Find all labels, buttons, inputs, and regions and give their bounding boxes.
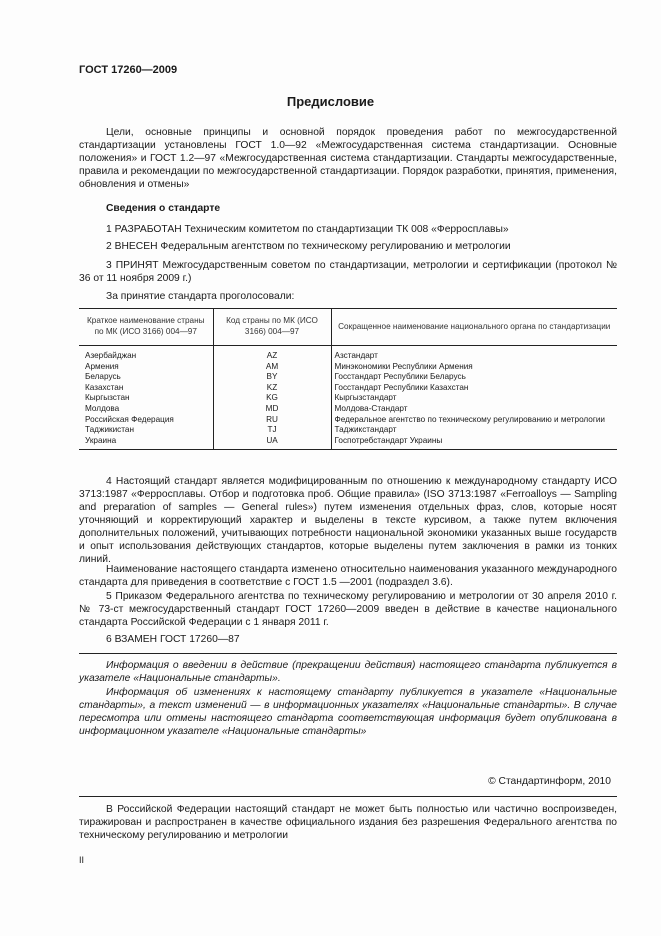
top-divider xyxy=(79,653,617,654)
body-cell: Федеральное агентство по техническому регулированию и метрологии xyxy=(331,415,617,426)
table-row xyxy=(79,383,617,394)
country-cell: Армения xyxy=(85,361,119,371)
table-row xyxy=(79,393,617,404)
table-row xyxy=(79,362,617,373)
country-cell: Российская Федерация xyxy=(85,414,174,424)
body-cell: Госпотребстандарт Украины xyxy=(331,436,617,450)
table-row xyxy=(79,404,617,415)
item-5-order: 5 Приказом Федерального агентства по техническому регулированию и метрологии от 30 апреля 2010 г. № 73-ст межгосударственный стандарт ГОСТ 17260—2009 введен в действие в качестве национального стандарта Российской Федерации с 1 января 2011 г. xyxy=(79,591,617,628)
country-cell: Украина xyxy=(79,436,213,450)
notice-amendments: Информация об изменениях к настоящему стандарту публикуется в указателе «Национальные стандарты», а текст изменений — в информационных указателях «Национальные стандарты». В случае пересмотра или отмены настоящего стандарта соответствующая информация будет опубликована в информационном указателе «Национальные стандарты» xyxy=(79,687,617,737)
table-header-row xyxy=(79,309,617,346)
page-number: II xyxy=(79,855,85,865)
column-header-body: Сокращенное наименование национального органа по стандартизации xyxy=(331,309,617,346)
country-cell: Беларусь xyxy=(85,372,121,382)
intro-paragraph: Цели, основные принципы и основной порядок проведения работ по межгосударственной стандартизации установлены ГОСТ 1.0—92 «Межгосударственная система стандартизации. Основные положения» и ГОСТ 1.2—97 «Межгосударственная система стандартизации. Стандарты межгосударственные, правила и рекомендации по межгосударственной стандартизации. Порядок разработки, принятия, применения, обновления и отмены» xyxy=(79,127,617,190)
code-cell: RU xyxy=(213,415,331,426)
body-cell: Госстандарт Республики Беларусь xyxy=(331,372,617,383)
code-cell: BY xyxy=(213,372,331,383)
reproduction-notice: В Российской Федерации настоящий стандарт не может быть полностью или частично воспроизведен, тиражирован и распространен в качестве официального издания без разрешения Федерального агентства по техническому регулированию и метрологии xyxy=(79,804,617,841)
bottom-divider xyxy=(79,796,617,797)
code-cell: MD xyxy=(213,404,331,415)
country-cell: Молдова xyxy=(85,403,120,413)
code-cell: KG xyxy=(213,393,331,404)
column-header-code: Код страны по МК (ИСО 3166) 004—97 xyxy=(213,309,331,346)
page-title: Предисловие xyxy=(286,94,375,109)
table-row xyxy=(79,351,617,362)
document-code-header: ГОСТ 17260—2009 xyxy=(79,64,178,76)
code-cell: TJ xyxy=(213,425,331,436)
body-cell: Госстандарт Республики Казахстан xyxy=(331,383,617,394)
table-row xyxy=(79,415,617,426)
code-cell: KZ xyxy=(213,383,331,394)
body-cell: Азстандарт xyxy=(331,351,617,362)
table-row xyxy=(79,372,617,383)
notice-enactment: Информация о введении в действие (прекращении действия) настоящего стандарта публикуется в указателе «Национальные стандарты». xyxy=(79,660,617,684)
copyright-notice: © Стандартинформ, 2010 xyxy=(488,776,611,787)
item-1-developed: 1 РАЗРАБОТАН Техническим комитетом по стандартизации ТК 008 «Ферросплавы» xyxy=(106,224,509,235)
item-2-submitted: 2 ВНЕСЕН Федеральным агентством по техническому регулированию и метрологии xyxy=(106,241,511,252)
item-3-adopted: 3 ПРИНЯТ Межгосударственным советом по стандартизации, метрологии и сертификации (протокол № 36 от 11 ноября 2009 г.) xyxy=(79,260,617,284)
table-row xyxy=(79,425,617,436)
country-cell: Таджикистан xyxy=(85,425,134,435)
item-4-name-change: Наименование настоящего стандарта изменено относительно наименования указанного международного стандарта для приведения в соответствие с ГОСТ 1.5 —2001 (подраздел 3.6). xyxy=(79,564,617,588)
body-cell: Кыргызстандарт xyxy=(331,393,617,404)
body-cell: Молдова-Стандарт xyxy=(331,404,617,415)
code-cell: AZ xyxy=(213,351,331,362)
body-cell: Минэкономики Республики Армения xyxy=(331,362,617,373)
item-6-replaces: 6 ВЗАМЕН ГОСТ 17260—87 xyxy=(106,634,240,645)
country-cell: Кыргызстан xyxy=(85,393,130,403)
voted-label: За принятие стандарта проголосовали: xyxy=(106,291,295,302)
voting-countries-table xyxy=(79,308,617,450)
table-row xyxy=(79,436,617,450)
item-4-modification: 4 Настоящий стандарт является модифицированным по отношению к международному стандарту ИСО 3713:1987 «Ферросплавы. Отбор и подготовка проб. Общие правила» (ISO 3713:1987 «Ferroalloys — Sampling and preparation of samples — General rules») путем изменения отдельных фраз, слов, которые носят уточняющий и корректирующий характер и выделены в тексте курсивом, а также путем включения дополнительных положений, учитывающих потребности национальной экономики указанных выше государств и опыт использования действующих стандартов, которые выделены путем заключения в рамки из тонких линий. xyxy=(79,476,617,565)
info-heading: Сведения о стандарте xyxy=(106,203,221,214)
body-cell: Таджикстандарт xyxy=(331,425,617,436)
code-cell: UA xyxy=(213,436,331,450)
country-cell: Казахстан xyxy=(85,382,124,392)
column-header-country: Краткое наименование страны по МК (ИСО 3166) 004—97 xyxy=(79,309,213,346)
code-cell: AM xyxy=(213,362,331,373)
country-cell: Азербайджан xyxy=(85,351,137,360)
